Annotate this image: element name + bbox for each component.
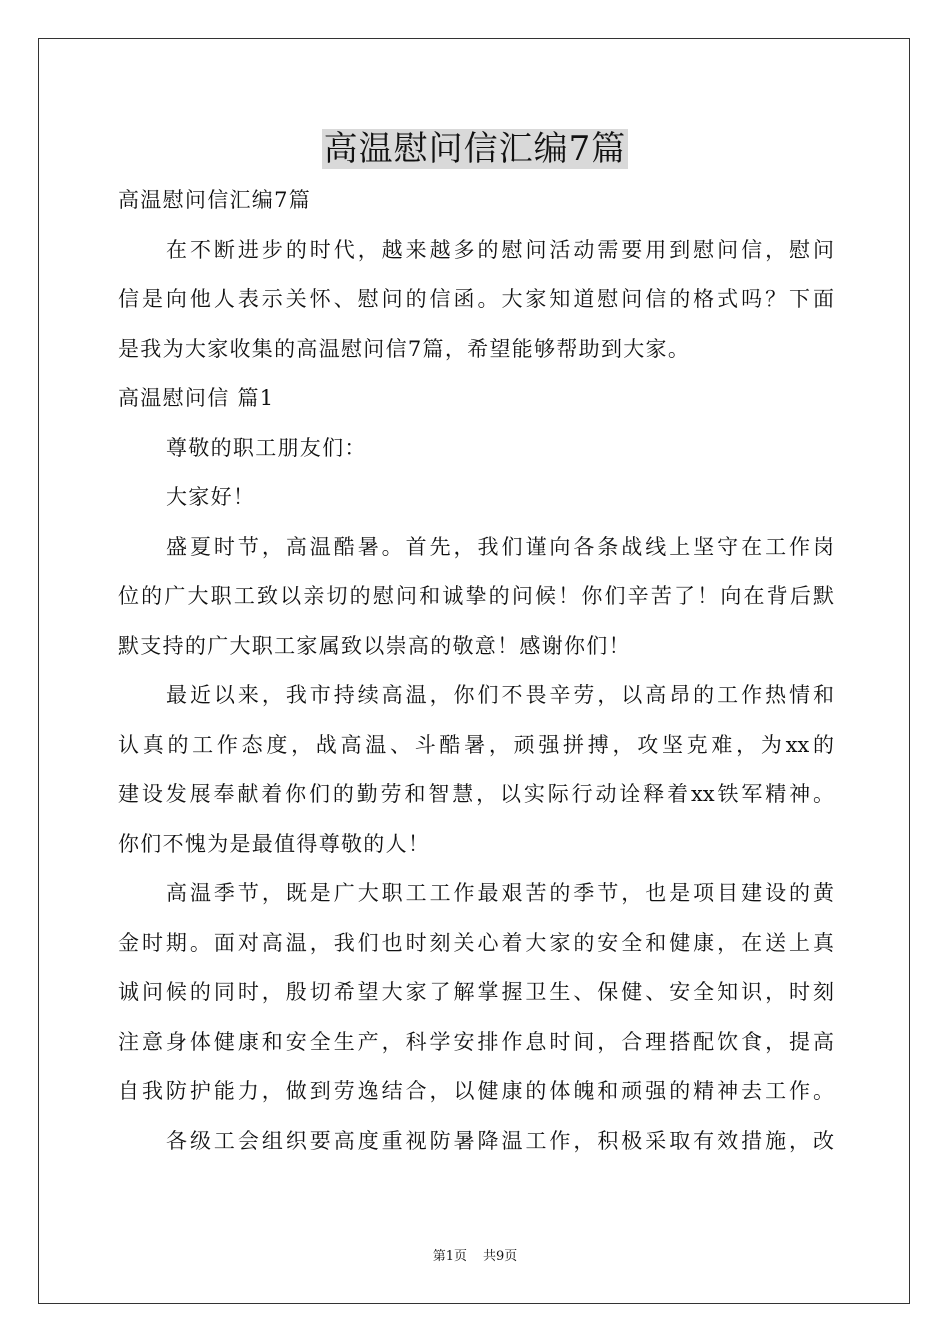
text-line: 高温慰问信汇编7篇 <box>118 188 312 212</box>
page-total: 共9页 <box>483 1249 518 1264</box>
text-line: 大家好！ <box>166 485 256 509</box>
text-line: 位的广大职工致以亲切的慰问和诚挚的问候！你们辛苦了！向在背后默 <box>118 584 834 608</box>
text-line: 在不断进步的时代，越来越多的慰问活动需要用到慰问信，慰问 <box>166 237 834 262</box>
text-line: 盛夏时节，高温酷暑。首先，我们谨向各条战线上坚守在工作岗 <box>166 534 834 559</box>
text-line: 尊敬的职工朋友们： <box>166 435 367 460</box>
text-line: 建设发展奉献着你们的勤劳和智慧，以实际行动诠释着xx铁军精神。 <box>118 782 834 806</box>
text-line: 是我为大家收集的高温慰问信7篇，希望能够帮助到大家。 <box>118 336 691 361</box>
page-footer <box>0 1248 950 1266</box>
text-line: 最近以来，我市持续高温，你们不畏辛劳，以高昂的工作热情和 <box>166 683 834 707</box>
text-line: 默支持的广大职工家属致以崇高的敬意！感谢你们！ <box>118 633 631 658</box>
text-line: 高温季节，既是广大职工工作最艰苦的季节，也是项目建设的黄 <box>166 881 834 905</box>
text-line: 金时期。面对高温，我们也时刻关心着大家的安全和健康，在送上真 <box>118 930 834 955</box>
document-title-text: 高温慰问信汇编7篇 <box>323 129 627 169</box>
text-line: 各级工会组织要高度重视防暑降温工作，积极采取有效措施，改 <box>166 1128 834 1153</box>
text-line: 你们不愧为是最值得尊敬的人！ <box>118 831 431 856</box>
text-line: 自我防护能力，做到劳逸结合，以健康的体魄和顽强的精神去工作。 <box>118 1079 834 1103</box>
text-line: 信是向他人表示关怀、慰问的信函。大家知道慰问信的格式吗？下面 <box>118 287 834 311</box>
document-body <box>118 176 834 1166</box>
page-number: 第1页 <box>432 1249 467 1264</box>
text-line: 注意身体健康和安全生产，科学安排作息时间，合理搭配饮食，提高 <box>118 1029 834 1054</box>
text-line: 认真的工作态度，战高温、斗酷暑，顽强拼搏，攻坚克难，为xx的 <box>118 732 834 757</box>
document-title <box>0 124 950 174</box>
text-line: 高温慰问信 篇1 <box>118 386 275 410</box>
text-line: 诚问候的同时，殷切希望大家了解掌握卫生、保健、安全知识，时刻 <box>118 980 834 1004</box>
